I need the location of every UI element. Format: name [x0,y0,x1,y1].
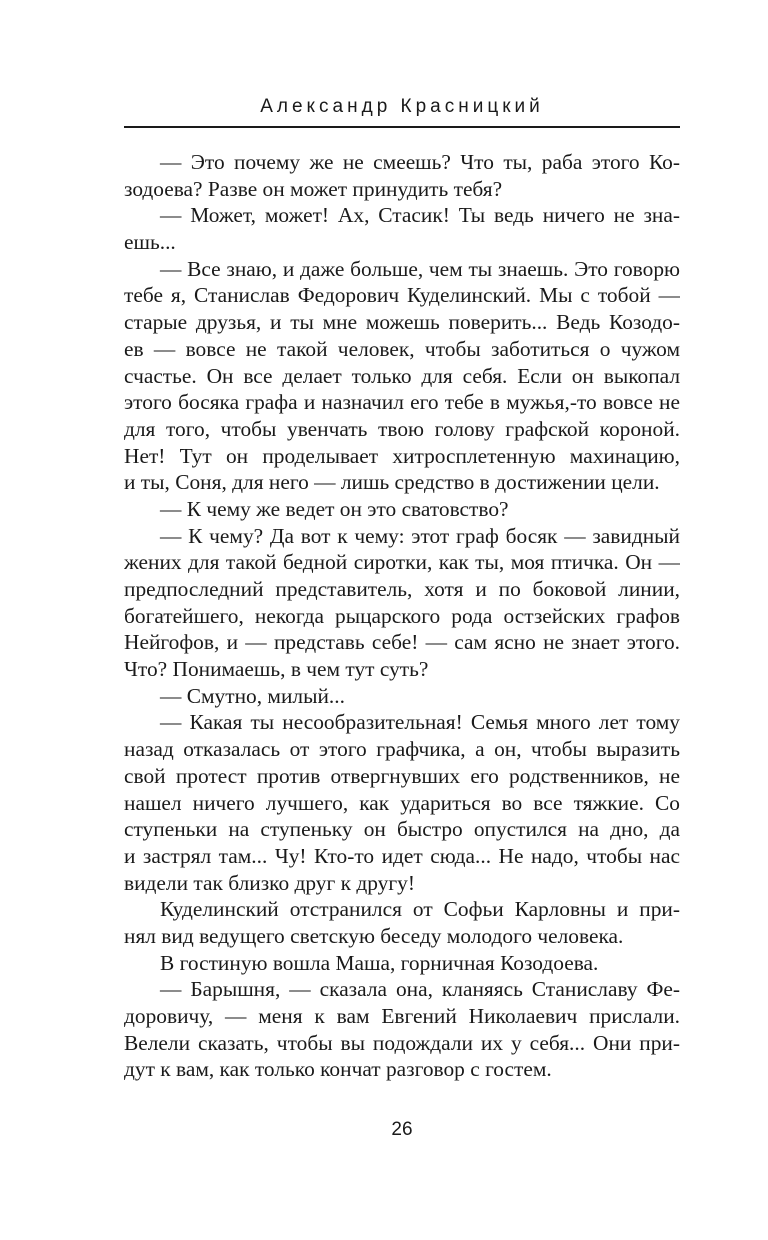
text-line: дут к вам, как только кончат разговор с гостем. [124,1057,552,1082]
text-line: нашел ничего лучшего, как удариться во все тяжкие. Со [124,790,680,815]
body-text [124,149,680,1083]
text-line: видели так близко друг к другу! [124,870,415,895]
text-line: — Может, может! Ах, Стасик! Ты ведь ничего не зна- [160,203,680,228]
text-line: — Все знаю, и даже больше, чем ты знаешь. Это говорю [160,256,680,281]
header-rule [124,126,680,128]
text-line: предпоследний представитель, хотя и по боковой линии, [124,577,680,601]
text-line: — К чему же ведет он это сватовство? [160,496,509,521]
text-line: назад отказалась от этого графчика, а он, чтобы выразить [124,737,680,762]
text-line: счастье. Он все делает только для себя. Если он выкопал [124,363,680,388]
text-line: — Барышня, — сказала она, кланяясь Станиславу Фе- [160,977,680,1002]
text-line: зодоева? Разве он может принудить тебя? [124,176,503,201]
text-line: доровичу, — меня к вам Евгений Николаевич прислали. [124,1004,680,1028]
text-line: Нет! Тут он проделывает хитросплетенную махинацию, [124,443,680,468]
text-line: жених для такой бедной сиротки, как ты, моя птичка. Он — [124,550,680,575]
page-number: 26 [391,1119,413,1140]
text-line: Велели сказать, чтобы вы подождали их у себя... Они при- [124,1030,680,1055]
text-line: для того, чтобы увенчать твою голову графской короной. [124,416,680,441]
text-line: богатейшего, некогда рыцарского рода остзейских графов [124,603,680,628]
text-line: ев — вовсе не такой человек, чтобы заботиться о чужом [124,336,680,361]
text-line: и застрял там... Чу! Кто-то идет сюда... Не надо, чтобы нас [124,843,680,868]
text-line: — Смутно, милый... [160,683,345,708]
text-line: Куделинский отстранился от Софьи Карловны и при- [160,897,680,922]
text-line: ешь... [124,230,176,255]
text-line: тебе я, Станислав Федорович Куделинский. Мы с тобой — [124,283,680,308]
text-line: нял вид ведущего светскую беседу молодого человека. [124,923,624,948]
running-header: Александр Красницкий [260,96,544,117]
text-line: ступеньки на ступеньку он быстро опустился на дно, да [124,817,680,842]
text-line: и ты, Соня, для него — лишь средство в достижении цели. [124,470,660,495]
text-line: этого босяка графа и назначил его тебе в мужья,-то вовсе не [124,390,680,415]
text-line: В гостиную вошла Маша, горничная Козодоева. [160,950,599,975]
text-line: — Это почему же не смеешь? Что ты, раба этого Ко- [160,150,680,174]
text-line: Что? Понимаешь, в чем тут суть? [124,657,429,682]
text-line: свой протест против отвергнувших его родственников, не [124,763,680,788]
text-line: Нейгофов, и — представь себе! — сам ясно не знает этого. [124,630,680,655]
text-line: старые друзья, и ты мне можешь поверить... Ведь Козодо- [124,310,680,335]
text-line: — Какая ты несообразительная! Семья много лет тому [160,710,680,735]
text-line: — К чему? Да вот к чему: этот граф босяк — завидный [160,523,680,548]
